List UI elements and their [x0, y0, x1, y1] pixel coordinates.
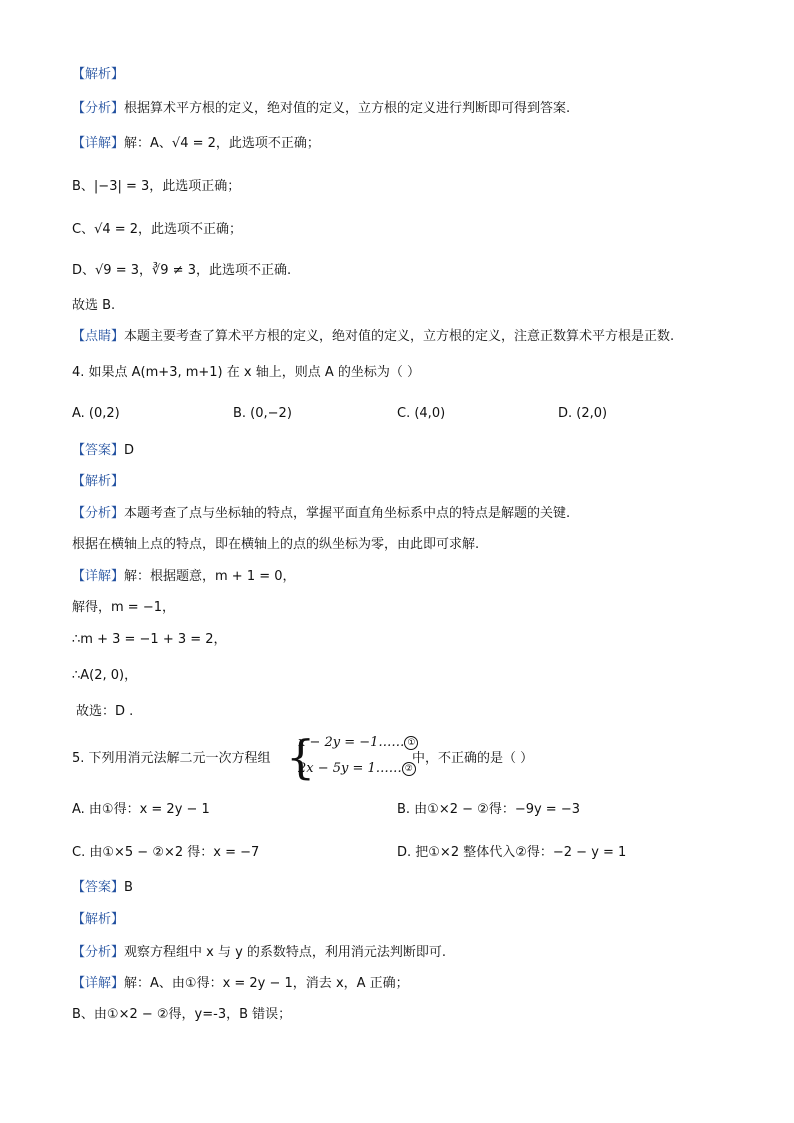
analysis-heading-1: 【解析】	[72, 67, 125, 82]
question-5-left: 5. 下列用消元法解二元一次方程组	[72, 751, 271, 766]
q5-option-b: B. 由①×2 − ②得：−9y = −3	[397, 802, 580, 817]
equation-2-text: 2x − 5y = 1……	[298, 761, 402, 776]
dianjing-line	[72, 328, 674, 346]
tag-xiangjie: 【详解】	[72, 136, 125, 151]
detail-line-4	[72, 568, 296, 586]
analysis-text-2: 本题考查了点与坐标轴的特点，掌握平面直角坐标系中点的特点是解题的关键.	[124, 506, 571, 521]
tag-daan-2: 【答案】	[72, 880, 125, 895]
solve-line: 解得，m = −1，	[72, 600, 175, 615]
tag-fenxi: 【分析】	[72, 101, 125, 116]
analysis-line-3: 根据在横轴上点的特点，即在横轴上的点的纵坐标为零，由此即可求解.	[72, 537, 480, 552]
analysis-line-2	[72, 505, 570, 523]
analysis-line-5	[72, 944, 446, 962]
detail-line-c: C、√4 = 2，此选项不正确；	[72, 222, 243, 237]
answer-line-4	[72, 442, 134, 460]
equation-2	[298, 761, 416, 776]
tag-fenxi-2: 【分析】	[72, 506, 125, 521]
detail-text-5: 解：A、由①得：x = 2y − 1，消去 x，A 正确；	[124, 976, 409, 991]
q4-option-d: D. (2,0)	[558, 406, 608, 421]
detail-text-a: 解：A、√4 = 2，此选项不正确；	[124, 136, 320, 151]
q5-option-c: C. 由①×5 − ②×2 得：x = −7	[72, 845, 260, 860]
detail-text-4: 解：根据题意，m + 1 = 0，	[124, 569, 296, 584]
analysis-heading-3: 【解析】	[72, 912, 125, 927]
answer-value-2: B	[124, 880, 133, 895]
tag-dianjing: 【点睛】	[72, 329, 125, 344]
equation-1	[298, 735, 418, 750]
q5-option-a: A. 由①得：x = 2y − 1	[72, 802, 210, 817]
brace-icon: {	[286, 730, 316, 784]
circled-two-icon: ②	[402, 762, 416, 776]
circled-one-icon: ①	[404, 736, 418, 750]
analysis-text: 根据算术平方根的定义，绝对值的定义，立方根的定义进行判断即可得到答案.	[124, 101, 571, 116]
therefore-line-1: ∴m + 3 = −1 + 3 = 2，	[72, 632, 227, 647]
analysis-text-5: 观察方程组中 x 与 y 的系数特点，利用消元法判断即可.	[124, 945, 447, 960]
q4-option-b: B. (0,−2)	[233, 406, 292, 421]
tag-xiangjie-2: 【详解】	[72, 569, 125, 584]
q4-option-c: C. (4,0)	[397, 406, 446, 421]
tag-daan: 【答案】	[72, 443, 125, 458]
analysis-heading-2: 【解析】	[72, 474, 125, 489]
detail-line-5	[72, 975, 409, 993]
q4-option-a: A. (0,2)	[72, 406, 120, 421]
choose-line-2: 故选：D .	[76, 704, 134, 719]
question-5-right: 中，不正确的是（ ）	[412, 751, 534, 766]
question-4: 4. 如果点 A(m+3, m+1) 在 x 轴上，则点 A 的坐标为（ ）	[72, 365, 421, 380]
therefore-line-2: ∴A(2, 0)，	[72, 668, 138, 683]
choose-line: 故选 B.	[72, 298, 116, 313]
analysis-line	[72, 100, 570, 118]
equation-system	[286, 730, 416, 784]
detail-line	[72, 135, 320, 153]
detail-line-6: B、由①×2 − ②得，y=-3，B 错误；	[72, 1007, 292, 1022]
detail-line-b: B、|−3| = 3，此选项正确；	[72, 179, 241, 194]
equation-1-text: x − 2y = −1……	[298, 735, 405, 750]
answer-value: D	[124, 443, 135, 458]
tag-xiangjie-3: 【详解】	[72, 976, 125, 991]
answer-line-5	[72, 879, 133, 897]
tag-fenxi-3: 【分析】	[72, 945, 125, 960]
q5-option-d: D. 把①×2 整体代入②得：−2 − y = 1	[397, 845, 627, 860]
detail-line-d: D、√9 = 3，∛9 ≠ 3，此选项不正确.	[72, 263, 292, 278]
dianjing-text: 本题主要考查了算术平方根的定义，绝对值的定义，立方根的定义，注意正数算术平方根是正数.	[124, 329, 675, 344]
